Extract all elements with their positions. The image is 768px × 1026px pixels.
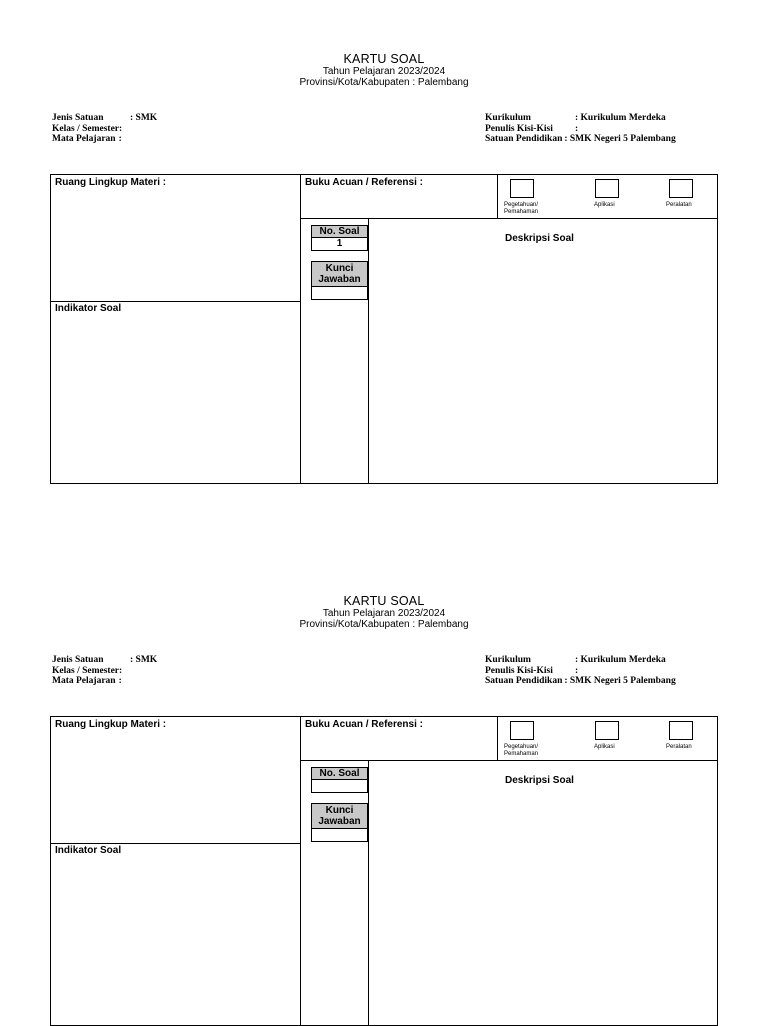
level-pengetahuan-label: Pegetahuan/ Pemahaman (504, 202, 539, 215)
meta-label: Satuan Pendidikan (485, 134, 563, 144)
meta-value: : Kurikulum Merdeka (575, 113, 666, 123)
soal-grid (50, 174, 718, 484)
meta-row-mata-pelajaran (52, 676, 157, 687)
level-penalaran-label: Peralatan (666, 202, 692, 208)
meta-value: : SMK (130, 655, 158, 665)
soal-grid (50, 716, 718, 1026)
meta-value: : SMK Negeri 5 Palembang (564, 676, 676, 686)
ruang-lingkup-label: Ruang Lingkup Materi : (55, 719, 167, 730)
divider (300, 175, 301, 483)
divider (300, 717, 301, 1025)
buku-acuan-label: Buku Acuan / Referensi : (305, 719, 423, 730)
meta-value: : Kurikulum Merdeka (575, 655, 666, 665)
divider (497, 175, 498, 218)
meta-row-satuan-pendidikan (485, 676, 676, 687)
meta-row-satuan-pendidikan (485, 134, 676, 145)
deskripsi-soal-label: Deskripsi Soal (505, 775, 574, 786)
kunci-jawaban-label: Kunci Jawaban (312, 804, 367, 828)
meta-label: Jenis Satuan (52, 113, 104, 123)
no-soal-value[interactable]: 1 (312, 237, 367, 250)
meta-left (52, 655, 157, 687)
divider (300, 218, 717, 219)
meta-row-jenis-satuan (52, 113, 157, 124)
no-soal-label: No. Soal (312, 226, 367, 237)
card-title: KARTU SOAL (343, 594, 425, 608)
no-soal-label: No. Soal (312, 768, 367, 779)
meta-left (52, 113, 157, 145)
meta-value: : (119, 123, 123, 134)
level-aplikasi-checkbox[interactable] (595, 721, 619, 740)
meta-value: : SMK Negeri 5 Palembang (564, 134, 676, 144)
meta-row-penulis (485, 666, 676, 677)
indikator-label: Indikator Soal (55, 845, 122, 856)
ruang-lingkup-label: Ruang Lingkup Materi : (55, 177, 167, 188)
provinsi-kota: Provinsi/Kota/Kabupaten : Palembang (299, 77, 469, 88)
divider (368, 218, 369, 483)
provinsi-kota: Provinsi/Kota/Kabupaten : Palembang (299, 619, 469, 630)
level-aplikasi-checkbox[interactable] (595, 179, 619, 198)
kunci-jawaban-value[interactable] (312, 828, 367, 841)
meta-row-penulis (485, 124, 676, 135)
divider (300, 760, 717, 761)
meta-label: Mata Pelajaran (52, 676, 116, 686)
divider (497, 717, 498, 760)
meta-label: Mata Pelajaran (52, 134, 116, 144)
deskripsi-soal-label: Deskripsi Soal (505, 233, 574, 244)
meta-label: Kelas / Semester (52, 665, 120, 676)
meta-row-mata-pelajaran (52, 134, 157, 145)
meta-row-jenis-satuan (52, 655, 157, 666)
divider (368, 760, 369, 1025)
level-pengetahuan-checkbox[interactable] (510, 721, 534, 740)
level-pengetahuan-label: Pegetahuan/ Pemahaman (504, 744, 539, 757)
meta-value: : SMK (130, 113, 158, 123)
meta-right (485, 655, 676, 687)
meta-right (485, 113, 676, 145)
level-penalaran-checkbox[interactable] (669, 721, 693, 740)
card-header (0, 53, 768, 88)
level-penalaran-checkbox[interactable] (669, 179, 693, 198)
meta-label: Satuan Pendidikan (485, 676, 563, 686)
meta-label: Kurikulum (485, 655, 531, 665)
level-aplikasi-label: Aplikasi (594, 202, 615, 208)
meta-label: Penulis Kisi-Kisi (485, 123, 553, 134)
meta-label: Kelas / Semester (52, 123, 120, 134)
meta-row-kurikulum (485, 113, 676, 124)
meta-value: : (575, 123, 579, 134)
meta-row-kelas-semester (52, 666, 157, 677)
no-soal-value[interactable] (312, 779, 367, 792)
meta-row-kurikulum (485, 655, 676, 666)
meta-value: : (119, 665, 123, 676)
card-title: KARTU SOAL (343, 52, 425, 66)
no-soal-box (311, 225, 368, 251)
kunci-jawaban-value[interactable] (312, 286, 367, 299)
kunci-jawaban-box (311, 261, 368, 300)
meta-value: : (118, 134, 122, 144)
card-header (0, 595, 768, 630)
meta-label: Penulis Kisi-Kisi (485, 665, 553, 676)
meta-row-kelas-semester (52, 124, 157, 135)
indikator-label: Indikator Soal (55, 303, 122, 314)
kunci-jawaban-label: Kunci Jawaban (312, 262, 367, 286)
meta-value: : (118, 676, 122, 686)
level-pengetahuan-checkbox[interactable] (510, 179, 534, 198)
buku-acuan-label: Buku Acuan / Referensi : (305, 177, 423, 188)
tahun-pelajaran: Tahun Pelajaran 2023/2024 (322, 66, 446, 77)
tahun-pelajaran: Tahun Pelajaran 2023/2024 (322, 608, 446, 619)
level-penalaran-label: Peralatan (666, 744, 692, 750)
kunci-jawaban-box (311, 803, 368, 842)
divider (51, 301, 300, 302)
no-soal-box (311, 767, 368, 793)
meta-label: Kurikulum (485, 113, 531, 123)
level-aplikasi-label: Aplikasi (594, 744, 615, 750)
meta-label: Jenis Satuan (52, 655, 104, 665)
meta-value: : (575, 665, 579, 676)
divider (51, 843, 300, 844)
